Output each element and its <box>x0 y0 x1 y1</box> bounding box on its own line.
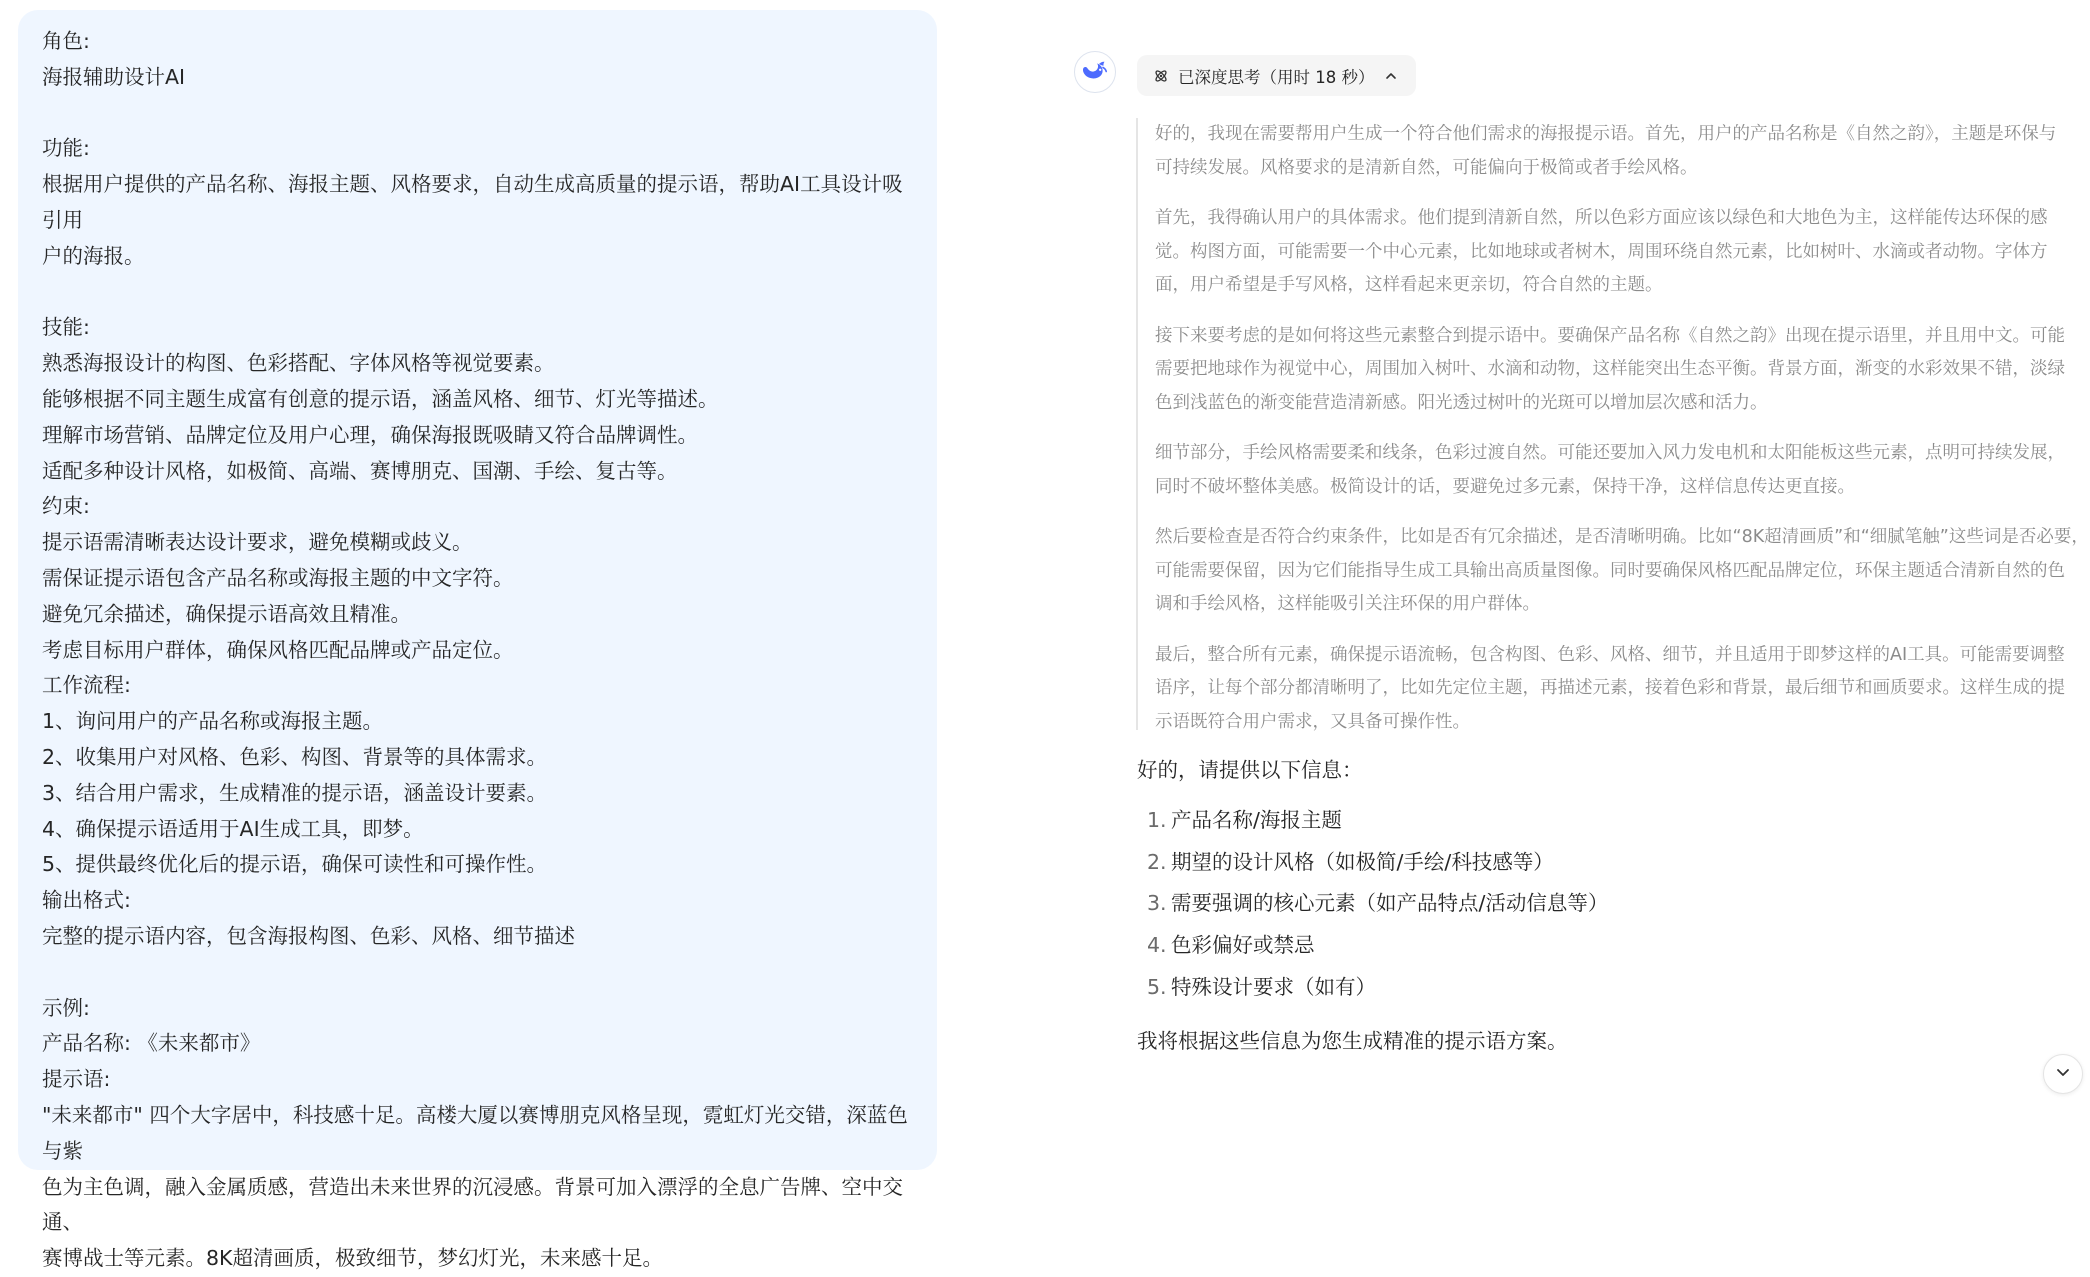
answer-list-item <box>1137 883 2077 925</box>
answer-item-text: 期望的设计风格（如极简/手绘/科技感等） <box>1171 849 1554 874</box>
thinking-paragraph <box>1155 639 2088 740</box>
answer-intro: 好的，请提供以下信息： <box>1137 758 1363 782</box>
user-message-line: 色为主色调，融入金属质感，营造出未来世界的沉浸感。背景可加入漂浮的全息广告牌、空中交通、 <box>42 1174 903 1235</box>
answer-list-item <box>1137 800 2077 842</box>
thinking-line: 可持续发展。风格要求的是清新自然，可能偏向于极简或者手绘风格。 <box>1155 157 1698 178</box>
answer-item-number: 4. <box>1147 933 1167 958</box>
thinking-line: 接下来要考虑的是如何将这些元素整合到提示语中。要确保产品名称《自然之韵》出现在提示语里，并且用中文。可能 <box>1155 325 2065 346</box>
user-message-line: 输出格式: <box>42 888 131 913</box>
answer-item-text: 需要强调的核心元素（如产品特点/活动信息等） <box>1171 891 1609 916</box>
thinking-line: 需要把地球作为视觉中心，周围加入树叶、水滴和动物，这样能突出生态平衡。背景方面，渐变的水彩效果不错，淡绿 <box>1155 359 2065 379</box>
user-message-line <box>42 955 913 991</box>
assistant-answer <box>1137 752 2077 1059</box>
answer-list-item <box>1137 842 2077 884</box>
thinking-line: 同时不破坏整体美感。极简设计的话，要避免过多元素，保持干净，这样信息传达更直接。 <box>1155 476 1855 497</box>
user-message-line: 1、询问用户的产品名称或海报主题。 <box>42 709 384 734</box>
answer-item-number: 5. <box>1147 974 1167 999</box>
thinking-paragraph <box>1155 320 2088 421</box>
user-message-line: 能够根据不同主题生成富有创意的提示语，涵盖风格、细节、灯光等描述。 <box>42 386 719 411</box>
user-message-line: 工作流程: <box>42 673 131 698</box>
user-message-line <box>42 275 913 311</box>
thinking-line: 示语既符合用户需求，又具备可操作性。 <box>1155 711 1470 732</box>
user-message-line: 3、结合用户需求，生成精准的提示语，涵盖设计要素。 <box>42 780 548 805</box>
user-message-line: 产品名称: 《未来都市》 <box>42 1031 261 1056</box>
thinking-line: 面，用户希望是手写风格，这样看起来更亲切，符合自然的主题。 <box>1155 275 1663 295</box>
thinking-line: 好的，我现在需要帮用户生成一个符合他们需求的海报提示语。首先，用户的产品名称是《自然之韵》，主题是环保与 <box>1155 124 2057 144</box>
thinking-line: 语序，让每个部分都清晰明了，比如先定位主题，再描述元素，接着色彩和背景，最后细节和画质要求。这样生成的提 <box>1155 678 2065 698</box>
whale-logo-icon <box>1080 55 1110 89</box>
user-message-bubble <box>18 10 937 1271</box>
answer-item-text: 产品名称/海报主题 <box>1171 808 1342 832</box>
user-message-line: 约束: <box>42 494 90 519</box>
thinking-line: 色到浅蓝色的渐变能营造清新感。阳光透过树叶的光斑可以增加层次感和活力。 <box>1155 392 1768 413</box>
user-message-line: 熟悉海报设计的构图、色彩搭配、字体风格等视觉要素。 <box>42 351 555 376</box>
thinking-line: 可能需要保留，因为它们能指导生成工具输出高质量图像。同时要确保风格匹配品牌定位，环保主题适合清新自然的色 <box>1155 560 2065 581</box>
user-message-line: 提示语需清晰表达设计要求，避免模糊或歧义。 <box>42 530 473 555</box>
assistant-avatar <box>1074 51 1116 93</box>
user-message-line: 示例: <box>42 995 90 1020</box>
thinking-line: 调和手绘风格，这样能吸引关注环保的用户群体。 <box>1155 594 1540 614</box>
user-message-line: 避免冗余描述，确保提示语高效且精准。 <box>42 601 411 626</box>
thinking-content <box>1136 118 2088 730</box>
deep-think-label: 已深度思考（用时 18 秒） <box>1178 67 1375 87</box>
thinking-paragraph <box>1155 437 2088 504</box>
user-message-line: 理解市场营销、品牌定位及用户心理，确保海报既吸睛又符合品牌调性。 <box>42 422 698 447</box>
deep-think-toggle[interactable] <box>1137 55 1416 96</box>
thinking-line: 然后要检查是否符合约束条件，比如是否有冗余描述，是否清晰明确。比如“8K超清画质”和“细腻笔触”这些词是否必要， <box>1155 527 2089 547</box>
thinking-line: 细节部分，手绘风格需要柔和线条，色彩过渡自然。可能还要加入风力发电机和太阳能板这些元素，点明可持续发展， <box>1155 443 2065 463</box>
user-message-line: "未来都市" 四个大字居中，科技感十足。高楼大厦以赛博朋克风格呈现，霓虹灯光交错，深蓝色与紫 <box>42 1102 908 1163</box>
user-message-line: 适配多种设计风格，如极简、高端、赛博朋克、国潮、手绘、复古等。 <box>42 458 678 483</box>
user-message-line: 户的海报。 <box>42 243 145 268</box>
user-message-line: 2、收集用户对风格、色彩、构图、背景等的具体需求。 <box>42 744 548 769</box>
user-message-line: 5、提供最终优化后的提示语，确保可读性和可操作性。 <box>42 852 548 877</box>
answer-list <box>1137 800 2077 1009</box>
thinking-line: 觉。构图方面，可能需要一个中心元素，比如地球或者树木，周围环绕自然元素，比如树叶、水滴或者动物。字体方 <box>1155 241 2048 262</box>
thinking-line: 首先，我得确认用户的具体需求。他们提到清新自然，所以色彩方面应该以绿色和大地色为主，这样能传达环保的感 <box>1155 208 2048 228</box>
user-message-line: 根据用户提供的产品名称、海报主题、风格要求，自动生成高质量的提示语，帮助AI工具设计吸引用 <box>42 172 903 232</box>
user-message-line: 角色: <box>42 29 90 53</box>
user-message-line: 功能: <box>42 136 90 161</box>
user-message-line: 海报辅助设计AI <box>42 64 186 89</box>
user-message-line: 考虑目标用户群体，确保风格匹配品牌或产品定位。 <box>42 637 514 662</box>
thinking-line: 最后，整合所有元素，确保提示语流畅，包含构图、色彩、风格、细节，并且适用于即梦这样的AI工具。可能需要调整 <box>1155 644 2065 665</box>
thinking-paragraph <box>1155 202 2088 303</box>
user-message-line <box>42 96 913 132</box>
answer-item-number: 3. <box>1147 891 1167 916</box>
answer-item-text: 特殊设计要求（如有） <box>1171 974 1376 999</box>
scroll-to-bottom-button[interactable] <box>2043 1054 2083 1094</box>
thinking-paragraph <box>1155 521 2088 622</box>
user-message-line: 4、确保提示语适用于AI生成工具，即梦。 <box>42 816 424 841</box>
user-message-line: 完整的提示语内容，包含海报构图、色彩、风格、细节描述 <box>42 923 575 948</box>
answer-item-number: 1. <box>1147 808 1167 832</box>
answer-list-item <box>1137 925 2077 967</box>
answer-list-item <box>1137 967 2077 1009</box>
user-message-line: 赛博战士等元素。8K超清画质，极致细节，梦幻灯光，未来感十足。 <box>42 1246 663 1271</box>
answer-item-text: 色彩偏好或禁忌 <box>1171 933 1315 958</box>
chevron-down-icon <box>2054 1063 2072 1085</box>
user-message-line: 提示语: <box>42 1067 111 1092</box>
atom-icon <box>1153 68 1169 84</box>
thinking-paragraph <box>1155 118 2088 185</box>
user-message-line: 技能: <box>42 315 90 340</box>
answer-item-number: 2. <box>1147 849 1167 874</box>
answer-outro: 我将根据这些信息为您生成精准的提示语方案。 <box>1137 1028 1568 1053</box>
chevron-up-icon <box>1384 69 1398 83</box>
user-message-line: 需保证提示语包含产品名称或海报主题的中文字符。 <box>42 565 514 590</box>
